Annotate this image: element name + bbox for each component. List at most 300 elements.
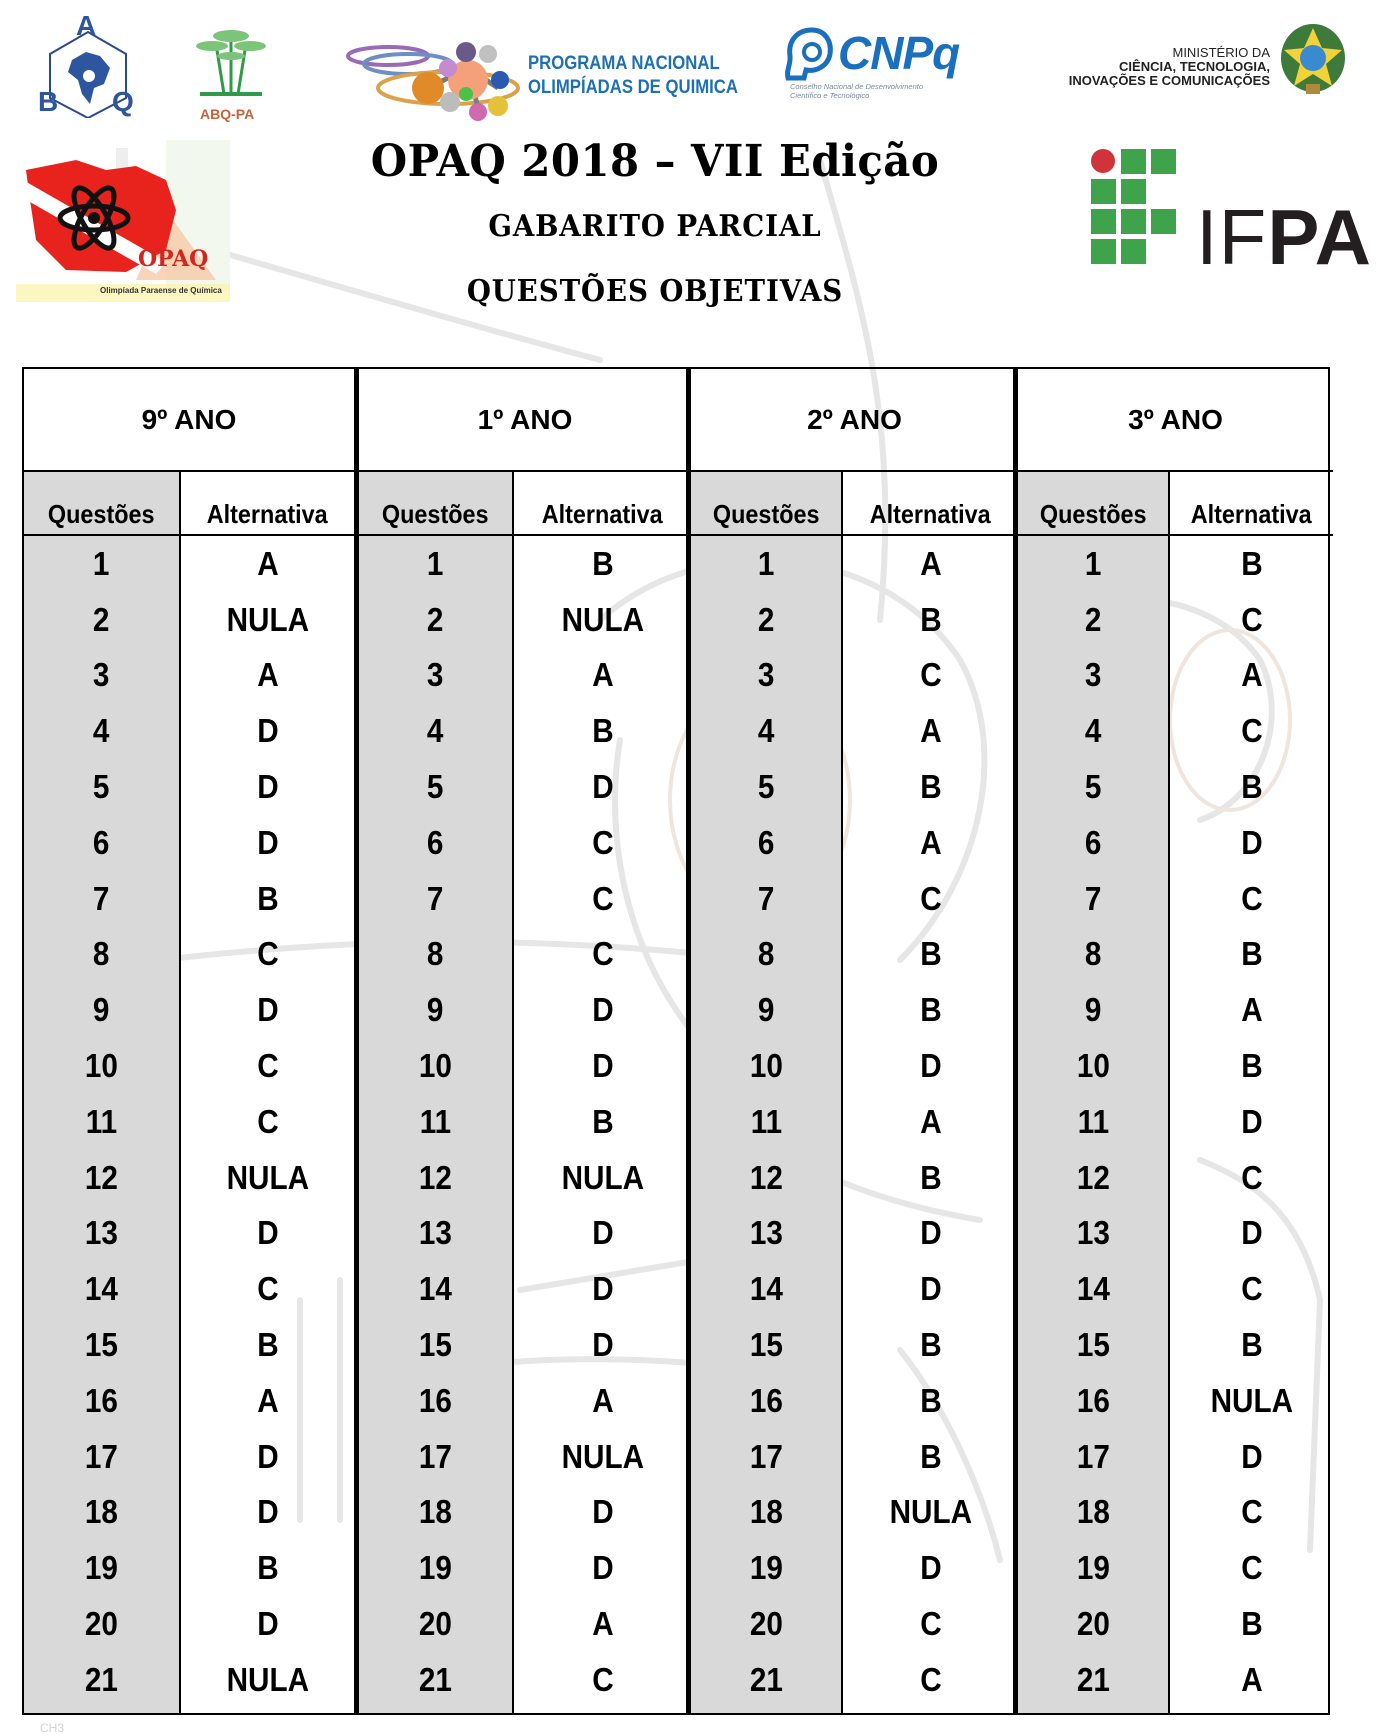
- table-cell-question-number: [691, 592, 841, 648]
- question-number: 2: [93, 600, 110, 638]
- grade-block: [686, 369, 1018, 1713]
- abq-letter-a: A: [76, 10, 97, 41]
- question-number: 20: [1076, 1605, 1110, 1643]
- answer-value: B: [256, 1549, 279, 1587]
- abq-letter-b: B: [38, 86, 59, 117]
- answer-value: C: [256, 935, 279, 973]
- question-number: 8: [757, 935, 775, 973]
- answer-value: D: [1240, 1214, 1263, 1252]
- answer-value: D: [591, 991, 614, 1029]
- question-number: 8: [93, 935, 110, 973]
- answer-key-table: [22, 367, 1330, 1715]
- opaq-logo-name: OPAQ: [138, 246, 209, 272]
- answer-value: D: [256, 823, 279, 861]
- table-cell-answer-value: [181, 648, 354, 704]
- answer-value: C: [1240, 879, 1263, 917]
- table-cell-question-number: [24, 1150, 179, 1206]
- table-cell-question-number: [1018, 1429, 1168, 1485]
- question-number: 11: [419, 1102, 452, 1140]
- question-number: 11: [85, 1102, 118, 1140]
- answer-value: A: [1240, 991, 1263, 1029]
- question-number: 15: [749, 1326, 783, 1364]
- question-number: 16: [418, 1381, 453, 1419]
- table-cell-question-number: [1018, 1373, 1168, 1429]
- answer-value: D: [919, 1549, 942, 1587]
- answer-value: C: [919, 1660, 942, 1698]
- question-column-header: [1018, 472, 1168, 536]
- table-cell-answer-value: [181, 1652, 354, 1708]
- table-cell-question-number: [691, 648, 841, 704]
- table-cell-question-number: [1018, 1206, 1168, 1262]
- question-number: 21: [84, 1660, 119, 1698]
- question-number: 6: [427, 823, 444, 861]
- answer-value: A: [591, 1381, 614, 1419]
- question-number: 6: [757, 823, 775, 861]
- question-number: 14: [418, 1270, 453, 1308]
- question-number: 3: [1084, 656, 1102, 694]
- grade-name: 1º ANO: [477, 403, 573, 435]
- opaq-logo-subtitle: Olimpíada Paraense de Química: [100, 286, 222, 295]
- table-cell-answer-value: [181, 759, 354, 815]
- table-cell-answer-value: [1170, 1261, 1333, 1317]
- answer-value: B: [591, 544, 614, 582]
- table-cell-answer-value: [1170, 815, 1333, 871]
- question-number: 5: [93, 768, 110, 806]
- table-cell-answer-value: [181, 982, 354, 1038]
- table-cell-answer-value: [1170, 1485, 1333, 1541]
- cnpq-subtitle-line1: Conselho Nacional de Desenvolvimento: [790, 82, 923, 91]
- table-cell-answer-value: [514, 1373, 691, 1429]
- table-cell-answer-value: [514, 1038, 691, 1094]
- table-cell-answer-value: [843, 648, 1018, 704]
- answer-value: NULA: [561, 1158, 644, 1196]
- table-cell-answer-value: [514, 1094, 691, 1150]
- answer-value: D: [256, 991, 279, 1029]
- answer-value: B: [919, 1437, 942, 1475]
- abq-letter-q: Q: [112, 86, 134, 117]
- table-cell-question-number: [24, 871, 179, 927]
- question-number: 19: [749, 1549, 783, 1587]
- grade-name: 2º ANO: [807, 403, 902, 435]
- question-number: 12: [1076, 1158, 1110, 1196]
- table-cell-answer-value: [181, 1429, 354, 1485]
- answer-value: NULA: [226, 1158, 309, 1196]
- table-cell-answer-value: [843, 703, 1018, 759]
- table-cell-answer-value: [181, 1540, 354, 1596]
- pnoq-logo: [338, 28, 738, 123]
- table-cell-question-number: [691, 1485, 841, 1541]
- question-number: 3: [93, 656, 110, 694]
- table-cell-answer-value: [181, 871, 354, 927]
- table-cell-answer-value: [181, 815, 354, 871]
- answer-column-header: [514, 472, 691, 536]
- table-cell-question-number: [24, 1373, 179, 1429]
- answer-value: A: [1240, 656, 1263, 694]
- table-cell-answer-value: [1170, 1206, 1333, 1262]
- table-cell-question-number: [691, 1038, 841, 1094]
- table-cell-question-number: [1018, 759, 1168, 815]
- table-cell-question-number: [1018, 927, 1168, 983]
- table-cell-question-number: [1018, 1540, 1168, 1596]
- mctic-text: [1069, 46, 1270, 88]
- table-cell-question-number: [1018, 1485, 1168, 1541]
- question-column-header-label: Questões: [1039, 499, 1147, 529]
- table-cell-answer-value: [843, 1540, 1018, 1596]
- question-number: 8: [427, 935, 444, 973]
- table-cell-question-number: [24, 1652, 179, 1708]
- question-cells: [24, 536, 179, 1713]
- question-number: 7: [93, 879, 110, 917]
- table-cell-question-number: [24, 1038, 179, 1094]
- table-cell-answer-value: [1170, 871, 1333, 927]
- cnpq-subtitle: [790, 82, 923, 100]
- question-number: 16: [1076, 1381, 1110, 1419]
- table-cell-answer-value: [843, 982, 1018, 1038]
- table-cell-answer-value: [843, 927, 1018, 983]
- table-cell-question-number: [1018, 982, 1168, 1038]
- table-cell-answer-value: [843, 1317, 1018, 1373]
- answer-value: C: [1240, 1549, 1263, 1587]
- table-cell-answer-value: [843, 1485, 1018, 1541]
- table-cell-question-number: [691, 1206, 841, 1262]
- question-column-header: [24, 472, 179, 536]
- table-cell-question-number: [359, 1094, 512, 1150]
- table-cell-answer-value: [181, 1206, 354, 1262]
- answer-value: B: [919, 1158, 942, 1196]
- abq-pa-logo: [186, 26, 276, 126]
- table-cell-question-number: [691, 1317, 841, 1373]
- question-number: 8: [1084, 935, 1102, 973]
- answer-value: NULA: [226, 1660, 309, 1698]
- answer-value: D: [591, 768, 614, 806]
- question-number: 16: [84, 1381, 119, 1419]
- answer-column: [841, 472, 1018, 1713]
- question-number: 4: [93, 712, 110, 750]
- table-cell-question-number: [359, 1150, 512, 1206]
- answer-value: D: [256, 712, 279, 750]
- table-cell-answer-value: [843, 1373, 1018, 1429]
- answer-value: NULA: [561, 1437, 644, 1475]
- table-cell-answer-value: [1170, 1652, 1333, 1708]
- answer-value: D: [1240, 1102, 1263, 1140]
- table-cell-question-number: [24, 927, 179, 983]
- table-cell-answer-value: [1170, 1429, 1333, 1485]
- table-cell-question-number: [359, 703, 512, 759]
- question-number: 2: [1084, 600, 1102, 638]
- question-number: 10: [418, 1047, 453, 1085]
- table-cell-question-number: [359, 1429, 512, 1485]
- answer-column: [179, 472, 354, 1713]
- table-cell-answer-value: [181, 927, 354, 983]
- question-column-header-label: Questões: [48, 499, 155, 529]
- table-cell-question-number: [24, 648, 179, 704]
- table-cell-answer-value: [843, 536, 1018, 592]
- question-number: 13: [84, 1214, 119, 1252]
- answer-value: B: [1240, 1326, 1263, 1364]
- table-cell-answer-value: [514, 1261, 691, 1317]
- table-cell-question-number: [691, 871, 841, 927]
- table-cell-question-number: [1018, 871, 1168, 927]
- table-cell-answer-value: [1170, 703, 1333, 759]
- table-cell-answer-value: [1170, 1094, 1333, 1150]
- table-cell-question-number: [691, 815, 841, 871]
- table-cell-answer-value: [514, 648, 691, 704]
- table-cell-question-number: [359, 1540, 512, 1596]
- abq-pa-label: ABQ-PA: [200, 106, 255, 122]
- answer-value: D: [591, 1326, 614, 1364]
- question-number: 9: [93, 991, 110, 1029]
- ifpa-word-if: IF: [1196, 193, 1268, 281]
- page-subtitle-gabarito: GABARITO PARCIAL: [488, 209, 822, 244]
- answer-value: C: [919, 656, 942, 694]
- question-column-header-label: Questões: [382, 499, 489, 529]
- table-cell-question-number: [1018, 1261, 1168, 1317]
- answer-value: A: [591, 1605, 614, 1643]
- answer-value: A: [256, 1381, 279, 1419]
- table-cell-answer-value: [514, 815, 691, 871]
- answer-value: D: [591, 1549, 614, 1587]
- cnpq-logo: [782, 22, 972, 104]
- question-number: 7: [1084, 879, 1102, 917]
- table-cell-answer-value: [514, 703, 691, 759]
- table-cell-answer-value: [514, 1150, 691, 1206]
- grade-header: [1018, 369, 1333, 472]
- table-cell-question-number: [1018, 703, 1168, 759]
- question-number: 1: [757, 544, 775, 582]
- table-cell-answer-value: [1170, 1596, 1333, 1652]
- answer-value: B: [1240, 1605, 1263, 1643]
- answer-value: B: [919, 991, 942, 1029]
- mctic-line3: INOVAÇÕES E COMUNICAÇÕES: [1068, 73, 1270, 88]
- table-cell-question-number: [691, 1652, 841, 1708]
- page-subtitle-questoes: QUESTÕES OBJETIVAS: [466, 274, 844, 309]
- answer-value: D: [591, 1493, 614, 1531]
- answer-value: C: [591, 1660, 614, 1698]
- question-number: 1: [427, 544, 444, 582]
- answer-column-header-label: Alternativa: [207, 499, 328, 529]
- answer-column-header: [1170, 472, 1333, 536]
- answer-value: D: [256, 1214, 279, 1252]
- table-cell-question-number: [1018, 1596, 1168, 1652]
- table-cell-answer-value: [181, 592, 354, 648]
- answer-value: B: [256, 1326, 279, 1364]
- table-cell-answer-value: [1170, 1540, 1333, 1596]
- table-cell-answer-value: [843, 1206, 1018, 1262]
- answer-value: D: [256, 1605, 279, 1643]
- ifpa-word-pa: PA: [1267, 193, 1372, 281]
- answer-value: B: [256, 879, 279, 917]
- table-cell-answer-value: [843, 1596, 1018, 1652]
- question-number: 21: [418, 1660, 453, 1698]
- table-cell-question-number: [1018, 1652, 1168, 1708]
- table-cell-answer-value: [514, 871, 691, 927]
- table-cell-question-number: [691, 1373, 841, 1429]
- table-cell-answer-value: [843, 592, 1018, 648]
- table-cell-answer-value: [181, 1038, 354, 1094]
- question-number: 10: [84, 1047, 119, 1085]
- question-number: 13: [749, 1214, 783, 1252]
- table-cell-question-number: [359, 1485, 512, 1541]
- question-number: 12: [749, 1158, 783, 1196]
- table-cell-answer-value: [181, 703, 354, 759]
- answer-value: B: [1240, 935, 1263, 973]
- table-cell-question-number: [691, 982, 841, 1038]
- answer-value: C: [1240, 1158, 1263, 1196]
- answer-value: A: [591, 656, 614, 694]
- answer-value: A: [919, 1102, 942, 1140]
- table-cell-answer-value: [1170, 927, 1333, 983]
- table-cell-answer-value: [1170, 648, 1333, 704]
- grade-header: [359, 369, 691, 472]
- answer-value: C: [256, 1047, 279, 1085]
- table-cell-question-number: [24, 1261, 179, 1317]
- table-cell-question-number: [691, 1150, 841, 1206]
- answer-value: B: [919, 935, 942, 973]
- question-number: 15: [1076, 1326, 1110, 1364]
- answer-column-header: [181, 472, 354, 536]
- answer-value: D: [591, 1270, 614, 1308]
- table-cell-question-number: [691, 1596, 841, 1652]
- table-cell-question-number: [359, 1596, 512, 1652]
- table-cell-question-number: [1018, 536, 1168, 592]
- question-number: 15: [84, 1326, 119, 1364]
- question-number: 13: [418, 1214, 453, 1252]
- table-cell-question-number: [359, 1038, 512, 1094]
- question-column: [691, 472, 841, 1713]
- question-number: 13: [1076, 1214, 1110, 1252]
- table-cell-question-number: [359, 592, 512, 648]
- table-cell-answer-value: [514, 982, 691, 1038]
- table-cell-answer-value: [514, 1596, 691, 1652]
- table-cell-answer-value: [1170, 592, 1333, 648]
- table-cell-answer-value: [1170, 982, 1333, 1038]
- table-cell-answer-value: [1170, 1317, 1333, 1373]
- answer-value: D: [256, 1493, 279, 1531]
- answer-value: B: [1240, 768, 1263, 806]
- table-cell-answer-value: [843, 1094, 1018, 1150]
- answer-value: D: [919, 1214, 942, 1252]
- table-cell-question-number: [359, 927, 512, 983]
- table-cell-answer-value: [514, 927, 691, 983]
- answer-value: B: [919, 600, 942, 638]
- question-number: 9: [757, 991, 775, 1029]
- answer-value: NULA: [226, 600, 309, 638]
- answer-cells: [1170, 536, 1333, 1713]
- table-cell-answer-value: [181, 1094, 354, 1150]
- answer-value: A: [919, 544, 942, 582]
- table-cell-question-number: [359, 982, 512, 1038]
- answer-value: D: [256, 1437, 279, 1475]
- answer-value: C: [591, 823, 614, 861]
- table-cell-answer-value: [181, 536, 354, 592]
- answer-value: A: [919, 823, 942, 861]
- answer-value: D: [591, 1214, 614, 1252]
- table-cell-answer-value: [181, 1150, 354, 1206]
- answer-value: A: [919, 712, 942, 750]
- table-cell-question-number: [1018, 1038, 1168, 1094]
- answer-value: B: [919, 1381, 942, 1419]
- answer-value: D: [256, 768, 279, 806]
- question-number: 1: [93, 544, 110, 582]
- table-cell-question-number: [24, 1317, 179, 1373]
- question-number: 12: [418, 1158, 453, 1196]
- pnoq-text: [528, 52, 738, 100]
- table-cell-question-number: [24, 703, 179, 759]
- answer-value: NULA: [1210, 1381, 1293, 1419]
- mctic-line2: CIÊNCIA, TECNOLOGIA,: [1119, 59, 1270, 74]
- question-number: 14: [84, 1270, 119, 1308]
- question-number: 14: [749, 1270, 783, 1308]
- answer-value: C: [1240, 1493, 1263, 1531]
- question-number: 19: [84, 1549, 119, 1587]
- abq-logo: [38, 10, 138, 118]
- answer-value: C: [256, 1102, 279, 1140]
- question-number: 9: [427, 991, 444, 1029]
- table-cell-question-number: [24, 1596, 179, 1652]
- table-cell-answer-value: [1170, 1373, 1333, 1429]
- table-cell-answer-value: [843, 1150, 1018, 1206]
- answer-value: C: [919, 879, 942, 917]
- table-cell-question-number: [359, 871, 512, 927]
- question-number: 12: [84, 1158, 119, 1196]
- table-cell-answer-value: [514, 1317, 691, 1373]
- question-number: 2: [757, 600, 775, 638]
- question-column-header-label: Questões: [712, 499, 820, 529]
- table-cell-question-number: [691, 1429, 841, 1485]
- table-cell-answer-value: [514, 1206, 691, 1262]
- table-cell-question-number: [24, 1429, 179, 1485]
- table-cell-answer-value: [1170, 1150, 1333, 1206]
- table-cell-answer-value: [514, 1540, 691, 1596]
- answer-value: D: [591, 1047, 614, 1085]
- table-cell-answer-value: [1170, 536, 1333, 592]
- table-cell-question-number: [1018, 648, 1168, 704]
- question-number: 1: [1084, 544, 1102, 582]
- question-number: 7: [757, 879, 775, 917]
- table-cell-question-number: [691, 1094, 841, 1150]
- table-cell-question-number: [24, 592, 179, 648]
- table-cell-answer-value: [843, 815, 1018, 871]
- table-cell-question-number: [691, 1540, 841, 1596]
- question-number: 15: [418, 1326, 453, 1364]
- answer-cells: [181, 536, 354, 1713]
- table-cell-question-number: [24, 1206, 179, 1262]
- answer-value: B: [591, 1102, 614, 1140]
- answer-value: C: [591, 935, 614, 973]
- question-number: 10: [1076, 1047, 1110, 1085]
- question-number: 10: [749, 1047, 783, 1085]
- answer-value: A: [256, 544, 279, 582]
- answer-value: NULA: [889, 1493, 972, 1531]
- pnoq-line2: OLIMPÍADAS DE QUIMICA: [528, 77, 738, 98]
- question-number: 4: [427, 712, 444, 750]
- question-number: 7: [427, 879, 444, 917]
- table-cell-question-number: [359, 815, 512, 871]
- mctic-line1: MINISTÉRIO DA: [1172, 45, 1270, 60]
- answer-value: C: [919, 1605, 942, 1643]
- answer-value: C: [1240, 712, 1263, 750]
- table-cell-question-number: [1018, 815, 1168, 871]
- answer-value: C: [591, 879, 614, 917]
- question-number: 17: [84, 1437, 119, 1475]
- table-cell-answer-value: [514, 592, 691, 648]
- question-number: 18: [1076, 1493, 1110, 1531]
- question-number: 18: [749, 1493, 783, 1531]
- question-column: [359, 472, 512, 1713]
- question-number: 20: [418, 1605, 453, 1643]
- table-cell-question-number: [691, 1261, 841, 1317]
- question-number: 4: [1084, 712, 1102, 750]
